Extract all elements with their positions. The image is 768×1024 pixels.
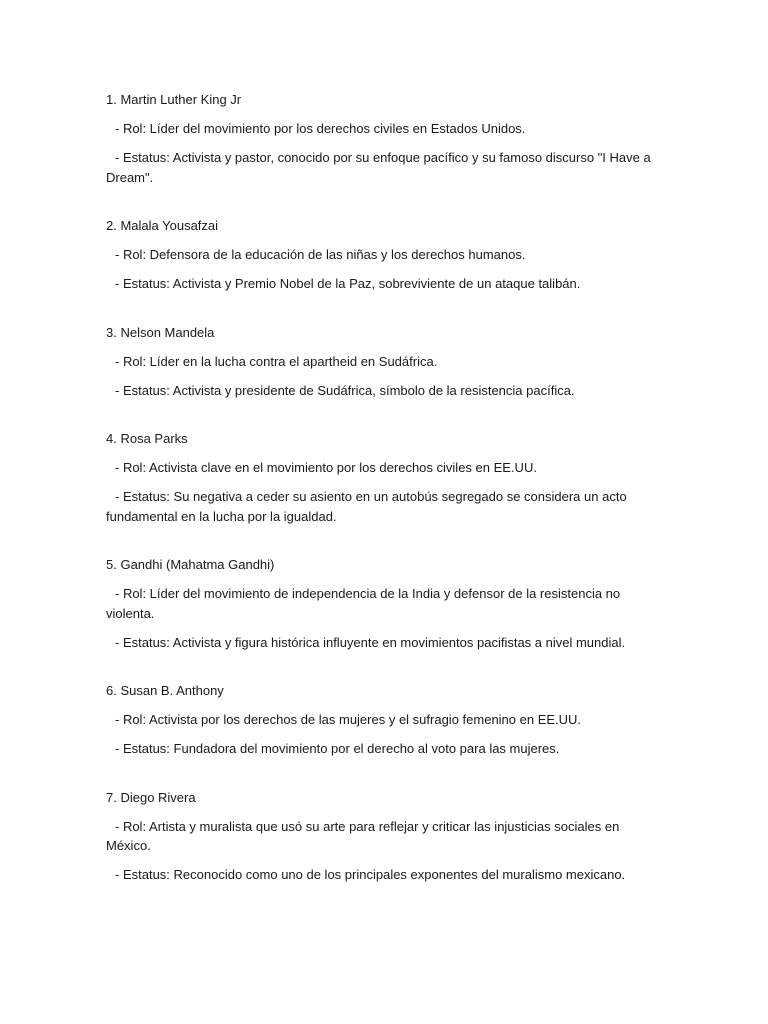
entry-estatus: - Estatus: Reconocido como uno de los principales exponentes del muralismo mexicano. (115, 867, 626, 882)
entry-title: 4. Rosa Parks (106, 431, 188, 446)
entry-rol: - Rol: Líder en la lucha contra el apartheid en Sudáfrica. (115, 353, 438, 369)
entry-title: 2. Malala Yousafzai (106, 218, 219, 233)
entry-rol: - Rol: Activista por los derechos de las mujeres y el sufragio femenino en EE.UU. (115, 712, 582, 727)
entry-rol: - Rol: Activista clave en el movimiento por los derechos civiles en EE.UU. (115, 460, 537, 475)
list-item (106, 216, 666, 294)
entry-estatus: - Estatus: Activista y figura histórica influyente en movimientos pacifistas a nivel mundial. (115, 634, 626, 650)
list-item (106, 429, 666, 526)
entry-title: 6. Susan B. Anthony (106, 683, 224, 698)
entry-title: 7. Diego Rivera (106, 789, 196, 805)
entry-title: 5. Gandhi (Mahatma Gandhi) (106, 557, 275, 572)
entry-estatus: - Estatus: Fundadora del movimiento por el derecho al voto para las mujeres. (115, 741, 560, 756)
entry-estatus: - Estatus: Activista y Premio Nobel de la Paz, sobreviviente de un ataque talibán. (115, 276, 581, 291)
entry-estatus: - Estatus: Activista y presidente de Sudáfrica, símbolo de la resistencia pacífica. (115, 382, 575, 398)
list-item (106, 555, 666, 652)
entry-rol: - Rol: Defensora de la educación de las niñas y los derechos humanos. (115, 247, 526, 262)
entry-estatus: - Estatus: Su negativa a ceder su asiento en un autobús segregado se considera un acto fundamental en la lucha por la igualdad. (106, 489, 627, 524)
list-item (106, 90, 666, 187)
list-item (106, 681, 666, 759)
entry-rol: - Rol: Líder del movimiento por los derechos civiles en Estados Unidos. (115, 121, 526, 136)
entry-title: 3. Nelson Mandela (106, 324, 215, 340)
list-item (106, 788, 666, 885)
entry-rol: - Rol: Líder del movimiento de independencia de la India y defensor de la resistencia no violenta. (106, 586, 621, 621)
entry-rol: - Rol: Artista y muralista que usó su arte para reflejar y criticar las injusticias sociales en México. (106, 818, 620, 853)
list-item (106, 323, 666, 401)
document-page (106, 90, 666, 914)
entry-estatus: - Estatus: Activista y pastor, conocido por su enfoque pacífico y su famoso discurso "I Have a Dream". (106, 150, 651, 185)
entry-title: 1. Martin Luther King Jr (106, 92, 242, 107)
